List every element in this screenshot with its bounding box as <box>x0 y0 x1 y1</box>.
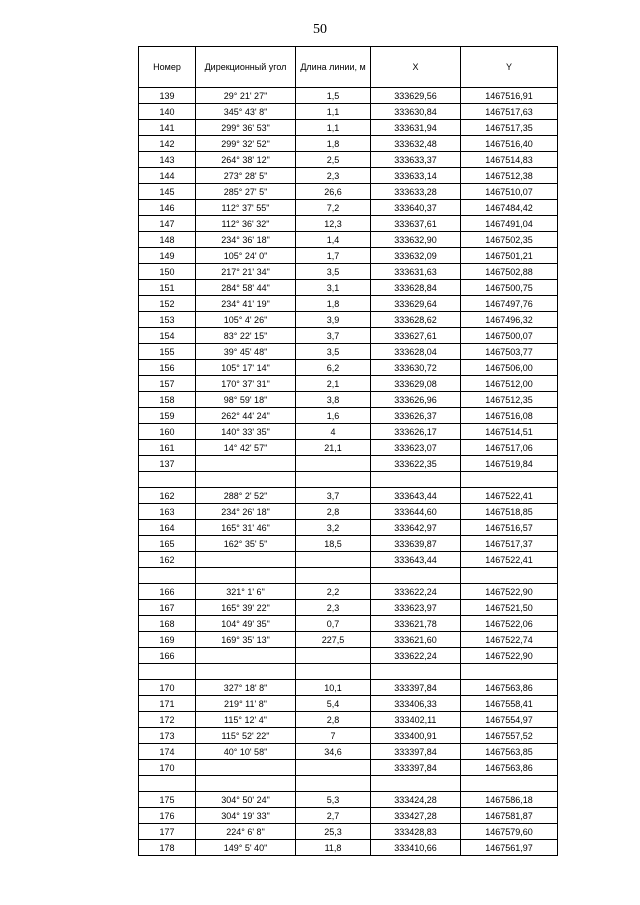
cell-x: 333631,94 <box>371 120 461 136</box>
cell-y: 1467522,06 <box>461 616 558 632</box>
cell-number: 173 <box>139 728 196 744</box>
cell-direction-angle: 112° 36' 32" <box>196 216 296 232</box>
table-row <box>139 344 558 360</box>
table-row <box>139 232 558 248</box>
cell-number: 139 <box>139 88 196 104</box>
cell-line-length <box>296 760 371 776</box>
cell-x: 333622,24 <box>371 648 461 664</box>
cell-y: 1467516,08 <box>461 408 558 424</box>
cell-line-length: 6,2 <box>296 360 371 376</box>
header-line-length: Длина линии, м <box>296 47 371 88</box>
table-row <box>139 472 558 488</box>
cell-line-length: 1,6 <box>296 408 371 424</box>
cell-line-length: 34,6 <box>296 744 371 760</box>
table-row <box>139 360 558 376</box>
cell-number: 137 <box>139 456 196 472</box>
cell-number: 161 <box>139 440 196 456</box>
cell-line-length: 26,6 <box>296 184 371 200</box>
cell-line-length: 3,7 <box>296 488 371 504</box>
cell-line-length: 3,9 <box>296 312 371 328</box>
cell-line-length: 10,1 <box>296 680 371 696</box>
cell-number: 175 <box>139 792 196 808</box>
cell-direction-angle: 299° 36' 53" <box>196 120 296 136</box>
cell-y: 1467518,85 <box>461 504 558 520</box>
cell-y: 1467503,77 <box>461 344 558 360</box>
cell-number: 154 <box>139 328 196 344</box>
cell-y: 1467517,37 <box>461 536 558 552</box>
table-row <box>139 120 558 136</box>
table-row <box>139 408 558 424</box>
cell-line-length <box>296 568 371 584</box>
cell-line-length: 5,3 <box>296 792 371 808</box>
cell-x: 333633,14 <box>371 168 461 184</box>
cell-y: 1467581,87 <box>461 808 558 824</box>
cell-y: 1467563,85 <box>461 744 558 760</box>
cell-y: 1467521,50 <box>461 600 558 616</box>
cell-direction-angle: 217° 21' 34" <box>196 264 296 280</box>
cell-y: 1467516,40 <box>461 136 558 152</box>
table-row <box>139 776 558 792</box>
cell-x: 333637,61 <box>371 216 461 232</box>
cell-x: 333626,96 <box>371 392 461 408</box>
cell-number: 166 <box>139 648 196 664</box>
cell-x: 333643,44 <box>371 488 461 504</box>
cell-y <box>461 664 558 680</box>
cell-y: 1467517,63 <box>461 104 558 120</box>
cell-line-length: 18,5 <box>296 536 371 552</box>
cell-y: 1467502,35 <box>461 232 558 248</box>
cell-direction-angle: 115° 12' 4" <box>196 712 296 728</box>
cell-number <box>139 568 196 584</box>
cell-x: 333428,83 <box>371 824 461 840</box>
table-row <box>139 152 558 168</box>
cell-y: 1467522,90 <box>461 584 558 600</box>
cell-x: 333627,61 <box>371 328 461 344</box>
table-row <box>139 104 558 120</box>
cell-y: 1467510,07 <box>461 184 558 200</box>
cell-number: 177 <box>139 824 196 840</box>
cell-direction-angle: 288° 2' 52" <box>196 488 296 504</box>
cell-y: 1467522,41 <box>461 552 558 568</box>
table-row <box>139 392 558 408</box>
cell-number: 153 <box>139 312 196 328</box>
cell-x: 333643,44 <box>371 552 461 568</box>
table-header-row <box>139 47 558 88</box>
header-direction-angle: Дирекционный угол <box>196 47 296 88</box>
cell-number: 165 <box>139 536 196 552</box>
cell-y: 1467554,97 <box>461 712 558 728</box>
cell-line-length: 1,8 <box>296 136 371 152</box>
cell-number: 167 <box>139 600 196 616</box>
cell-number: 140 <box>139 104 196 120</box>
cell-line-length <box>296 552 371 568</box>
cell-number <box>139 664 196 680</box>
cell-y: 1467517,35 <box>461 120 558 136</box>
cell-y: 1467563,86 <box>461 760 558 776</box>
cell-number: 166 <box>139 584 196 600</box>
cell-direction-angle <box>196 760 296 776</box>
cell-number: 164 <box>139 520 196 536</box>
cell-number: 147 <box>139 216 196 232</box>
table-row <box>139 568 558 584</box>
cell-number: 174 <box>139 744 196 760</box>
cell-number <box>139 472 196 488</box>
cell-y <box>461 776 558 792</box>
cell-line-length: 7,2 <box>296 200 371 216</box>
cell-direction-angle: 40° 10' 58" <box>196 744 296 760</box>
table-row <box>139 200 558 216</box>
cell-x: 333400,91 <box>371 728 461 744</box>
cell-direction-angle: 140° 33' 35" <box>196 424 296 440</box>
cell-direction-angle: 149° 5' 40" <box>196 840 296 856</box>
cell-x: 333640,37 <box>371 200 461 216</box>
cell-direction-angle <box>196 456 296 472</box>
cell-line-length: 227,5 <box>296 632 371 648</box>
cell-x: 333626,37 <box>371 408 461 424</box>
cell-line-length <box>296 472 371 488</box>
cell-y: 1467522,41 <box>461 488 558 504</box>
cell-line-length: 5,4 <box>296 696 371 712</box>
cell-direction-angle <box>196 472 296 488</box>
cell-line-length: 1,5 <box>296 88 371 104</box>
cell-y: 1467500,75 <box>461 280 558 296</box>
cell-line-length: 3,5 <box>296 344 371 360</box>
cell-direction-angle: 299° 32' 52" <box>196 136 296 152</box>
cell-direction-angle: 219° 11' 8" <box>196 696 296 712</box>
table-row <box>139 840 558 856</box>
cell-direction-angle: 321° 1' 6" <box>196 584 296 600</box>
table-row <box>139 440 558 456</box>
table-row <box>139 504 558 520</box>
table-row <box>139 280 558 296</box>
cell-x: 333628,62 <box>371 312 461 328</box>
table-row <box>139 136 558 152</box>
cell-number: 149 <box>139 248 196 264</box>
cell-number: 172 <box>139 712 196 728</box>
table-row <box>139 520 558 536</box>
cell-line-length: 1,7 <box>296 248 371 264</box>
cell-x: 333622,35 <box>371 456 461 472</box>
cell-direction-angle: 165° 31' 46" <box>196 520 296 536</box>
cell-line-length <box>296 648 371 664</box>
cell-direction-angle: 115° 52' 22" <box>196 728 296 744</box>
cell-line-length: 2,8 <box>296 712 371 728</box>
cell-x <box>371 664 461 680</box>
cell-x: 333633,28 <box>371 184 461 200</box>
cell-direction-angle: 162° 35' 5" <box>196 536 296 552</box>
table-row <box>139 648 558 664</box>
cell-line-length: 1,4 <box>296 232 371 248</box>
cell-x: 333626,17 <box>371 424 461 440</box>
table-body <box>139 88 558 856</box>
cell-y: 1467516,91 <box>461 88 558 104</box>
cell-x: 333623,97 <box>371 600 461 616</box>
cell-x: 333644,60 <box>371 504 461 520</box>
cell-direction-angle <box>196 552 296 568</box>
cell-line-length: 1,1 <box>296 120 371 136</box>
cell-direction-angle: 224° 6' 8" <box>196 824 296 840</box>
cell-line-length: 4 <box>296 424 371 440</box>
table-row <box>139 296 558 312</box>
cell-y: 1467579,60 <box>461 824 558 840</box>
cell-y: 1467500,07 <box>461 328 558 344</box>
table-row <box>139 824 558 840</box>
table-row <box>139 424 558 440</box>
cell-line-length: 1,8 <box>296 296 371 312</box>
cell-x: 333642,97 <box>371 520 461 536</box>
cell-direction-angle: 170° 37' 31" <box>196 376 296 392</box>
header-y: Y <box>461 47 558 88</box>
cell-direction-angle: 234° 41' 19" <box>196 296 296 312</box>
cell-line-length: 2,2 <box>296 584 371 600</box>
cell-y: 1467516,57 <box>461 520 558 536</box>
cell-direction-angle: 83° 22' 15" <box>196 328 296 344</box>
cell-direction-angle: 285° 27' 5" <box>196 184 296 200</box>
cell-number: 160 <box>139 424 196 440</box>
cell-direction-angle: 304° 50' 24" <box>196 792 296 808</box>
cell-number: 178 <box>139 840 196 856</box>
cell-y: 1467514,83 <box>461 152 558 168</box>
cell-number: 169 <box>139 632 196 648</box>
table-row <box>139 792 558 808</box>
cell-line-length: 2,3 <box>296 168 371 184</box>
header-x: X <box>371 47 461 88</box>
cell-direction-angle: 98° 59' 18" <box>196 392 296 408</box>
cell-direction-angle: 264° 38' 12" <box>196 152 296 168</box>
cell-number: 176 <box>139 808 196 824</box>
cell-line-length: 2,7 <box>296 808 371 824</box>
cell-number: 143 <box>139 152 196 168</box>
cell-number: 159 <box>139 408 196 424</box>
cell-x: 333622,24 <box>371 584 461 600</box>
cell-x <box>371 776 461 792</box>
cell-y: 1467563,86 <box>461 680 558 696</box>
cell-direction-angle: 234° 36' 18" <box>196 232 296 248</box>
cell-direction-angle: 112° 37' 55" <box>196 200 296 216</box>
cell-number: 152 <box>139 296 196 312</box>
header-number: Номер <box>139 47 196 88</box>
cell-y: 1467561,97 <box>461 840 558 856</box>
cell-line-length <box>296 664 371 680</box>
cell-x: 333621,60 <box>371 632 461 648</box>
cell-number <box>139 776 196 792</box>
cell-y: 1467586,18 <box>461 792 558 808</box>
table-row <box>139 184 558 200</box>
cell-x: 333639,87 <box>371 536 461 552</box>
cell-direction-angle: 234° 26' 18" <box>196 504 296 520</box>
cell-number: 170 <box>139 760 196 776</box>
cell-x: 333621,78 <box>371 616 461 632</box>
cell-x: 333406,33 <box>371 696 461 712</box>
table-row <box>139 600 558 616</box>
cell-line-length: 12,3 <box>296 216 371 232</box>
cell-direction-angle <box>196 568 296 584</box>
cell-y: 1467512,00 <box>461 376 558 392</box>
cell-y: 1467497,76 <box>461 296 558 312</box>
cell-number: 168 <box>139 616 196 632</box>
table-row <box>139 168 558 184</box>
cell-line-length: 2,3 <box>296 600 371 616</box>
cell-y: 1467496,32 <box>461 312 558 328</box>
cell-line-length: 21,1 <box>296 440 371 456</box>
cell-direction-angle: 105° 24' 0" <box>196 248 296 264</box>
cell-y: 1467484,42 <box>461 200 558 216</box>
table-row <box>139 88 558 104</box>
cell-number: 156 <box>139 360 196 376</box>
cell-line-length: 3,5 <box>296 264 371 280</box>
cell-y: 1467514,51 <box>461 424 558 440</box>
cell-x: 333623,07 <box>371 440 461 456</box>
cell-line-length: 2,5 <box>296 152 371 168</box>
cell-direction-angle: 39° 45' 48" <box>196 344 296 360</box>
coordinates-table <box>138 46 558 856</box>
cell-direction-angle: 273° 28' 5" <box>196 168 296 184</box>
table-row <box>139 376 558 392</box>
cell-direction-angle: 304° 19' 33" <box>196 808 296 824</box>
cell-number: 144 <box>139 168 196 184</box>
cell-x: 333629,08 <box>371 376 461 392</box>
cell-direction-angle: 105° 4' 26" <box>196 312 296 328</box>
cell-y: 1467522,74 <box>461 632 558 648</box>
cell-number: 162 <box>139 488 196 504</box>
cell-x: 333629,56 <box>371 88 461 104</box>
cell-x <box>371 472 461 488</box>
cell-direction-angle: 284° 58' 44" <box>196 280 296 296</box>
cell-y: 1467501,21 <box>461 248 558 264</box>
cell-number: 171 <box>139 696 196 712</box>
table-row <box>139 328 558 344</box>
table-row <box>139 680 558 696</box>
cell-y: 1467502,88 <box>461 264 558 280</box>
table-row <box>139 456 558 472</box>
table-row <box>139 312 558 328</box>
cell-direction-angle: 105° 17' 14" <box>196 360 296 376</box>
table-row <box>139 552 558 568</box>
cell-x: 333410,66 <box>371 840 461 856</box>
cell-direction-angle <box>196 664 296 680</box>
cell-line-length <box>296 776 371 792</box>
cell-number: 145 <box>139 184 196 200</box>
cell-number: 146 <box>139 200 196 216</box>
table-row <box>139 216 558 232</box>
cell-y <box>461 568 558 584</box>
cell-y: 1467517,06 <box>461 440 558 456</box>
cell-direction-angle <box>196 648 296 664</box>
cell-x: 333632,48 <box>371 136 461 152</box>
cell-x: 333632,90 <box>371 232 461 248</box>
cell-y: 1467491,04 <box>461 216 558 232</box>
cell-y: 1467519,84 <box>461 456 558 472</box>
cell-x: 333424,28 <box>371 792 461 808</box>
table-row <box>139 488 558 504</box>
cell-x: 333632,09 <box>371 248 461 264</box>
cell-line-length: 2,8 <box>296 504 371 520</box>
cell-y: 1467557,52 <box>461 728 558 744</box>
cell-line-length: 1,1 <box>296 104 371 120</box>
cell-number: 150 <box>139 264 196 280</box>
cell-x: 333397,84 <box>371 760 461 776</box>
table-row <box>139 264 558 280</box>
cell-direction-angle: 169° 35' 13" <box>196 632 296 648</box>
table-row <box>139 616 558 632</box>
cell-y: 1467506,00 <box>461 360 558 376</box>
cell-x: 333628,04 <box>371 344 461 360</box>
cell-line-length: 2,1 <box>296 376 371 392</box>
cell-direction-angle: 104° 49' 35" <box>196 616 296 632</box>
cell-line-length: 3,1 <box>296 280 371 296</box>
cell-number: 155 <box>139 344 196 360</box>
cell-line-length: 3,7 <box>296 328 371 344</box>
cell-y: 1467512,38 <box>461 168 558 184</box>
cell-line-length: 0,7 <box>296 616 371 632</box>
cell-x: 333630,84 <box>371 104 461 120</box>
cell-number: 151 <box>139 280 196 296</box>
cell-number: 163 <box>139 504 196 520</box>
cell-y: 1467512,35 <box>461 392 558 408</box>
cell-x: 333427,28 <box>371 808 461 824</box>
table-row <box>139 712 558 728</box>
cell-direction-angle: 327° 18' 8" <box>196 680 296 696</box>
cell-y <box>461 472 558 488</box>
table-row <box>139 248 558 264</box>
cell-x: 333631,63 <box>371 264 461 280</box>
table-row <box>139 536 558 552</box>
cell-y: 1467558,41 <box>461 696 558 712</box>
cell-line-length: 25,3 <box>296 824 371 840</box>
cell-number: 170 <box>139 680 196 696</box>
cell-number: 148 <box>139 232 196 248</box>
cell-x: 333630,72 <box>371 360 461 376</box>
cell-direction-angle: 262° 44' 24" <box>196 408 296 424</box>
cell-x <box>371 568 461 584</box>
cell-y: 1467522,90 <box>461 648 558 664</box>
cell-line-length: 11,8 <box>296 840 371 856</box>
cell-line-length: 3,8 <box>296 392 371 408</box>
cell-x: 333397,84 <box>371 744 461 760</box>
page-number: 50 <box>313 22 327 37</box>
cell-number: 157 <box>139 376 196 392</box>
cell-number: 158 <box>139 392 196 408</box>
cell-line-length <box>296 456 371 472</box>
cell-x: 333628,84 <box>371 280 461 296</box>
cell-x: 333633,37 <box>371 152 461 168</box>
cell-number: 141 <box>139 120 196 136</box>
table-row <box>139 728 558 744</box>
table-row <box>139 744 558 760</box>
table-row <box>139 760 558 776</box>
cell-direction-angle: 14° 42' 57" <box>196 440 296 456</box>
cell-x: 333397,84 <box>371 680 461 696</box>
table-row <box>139 664 558 680</box>
cell-number: 142 <box>139 136 196 152</box>
table-row <box>139 696 558 712</box>
cell-direction-angle: 345° 43' 8" <box>196 104 296 120</box>
cell-direction-angle: 165° 39' 22" <box>196 600 296 616</box>
cell-x: 333629,64 <box>371 296 461 312</box>
table-row <box>139 808 558 824</box>
cell-number: 162 <box>139 552 196 568</box>
cell-direction-angle: 29° 21' 27" <box>196 88 296 104</box>
table-row <box>139 584 558 600</box>
cell-line-length: 7 <box>296 728 371 744</box>
table-row <box>139 632 558 648</box>
cell-line-length: 3,2 <box>296 520 371 536</box>
cell-direction-angle <box>196 776 296 792</box>
cell-x: 333402,11 <box>371 712 461 728</box>
